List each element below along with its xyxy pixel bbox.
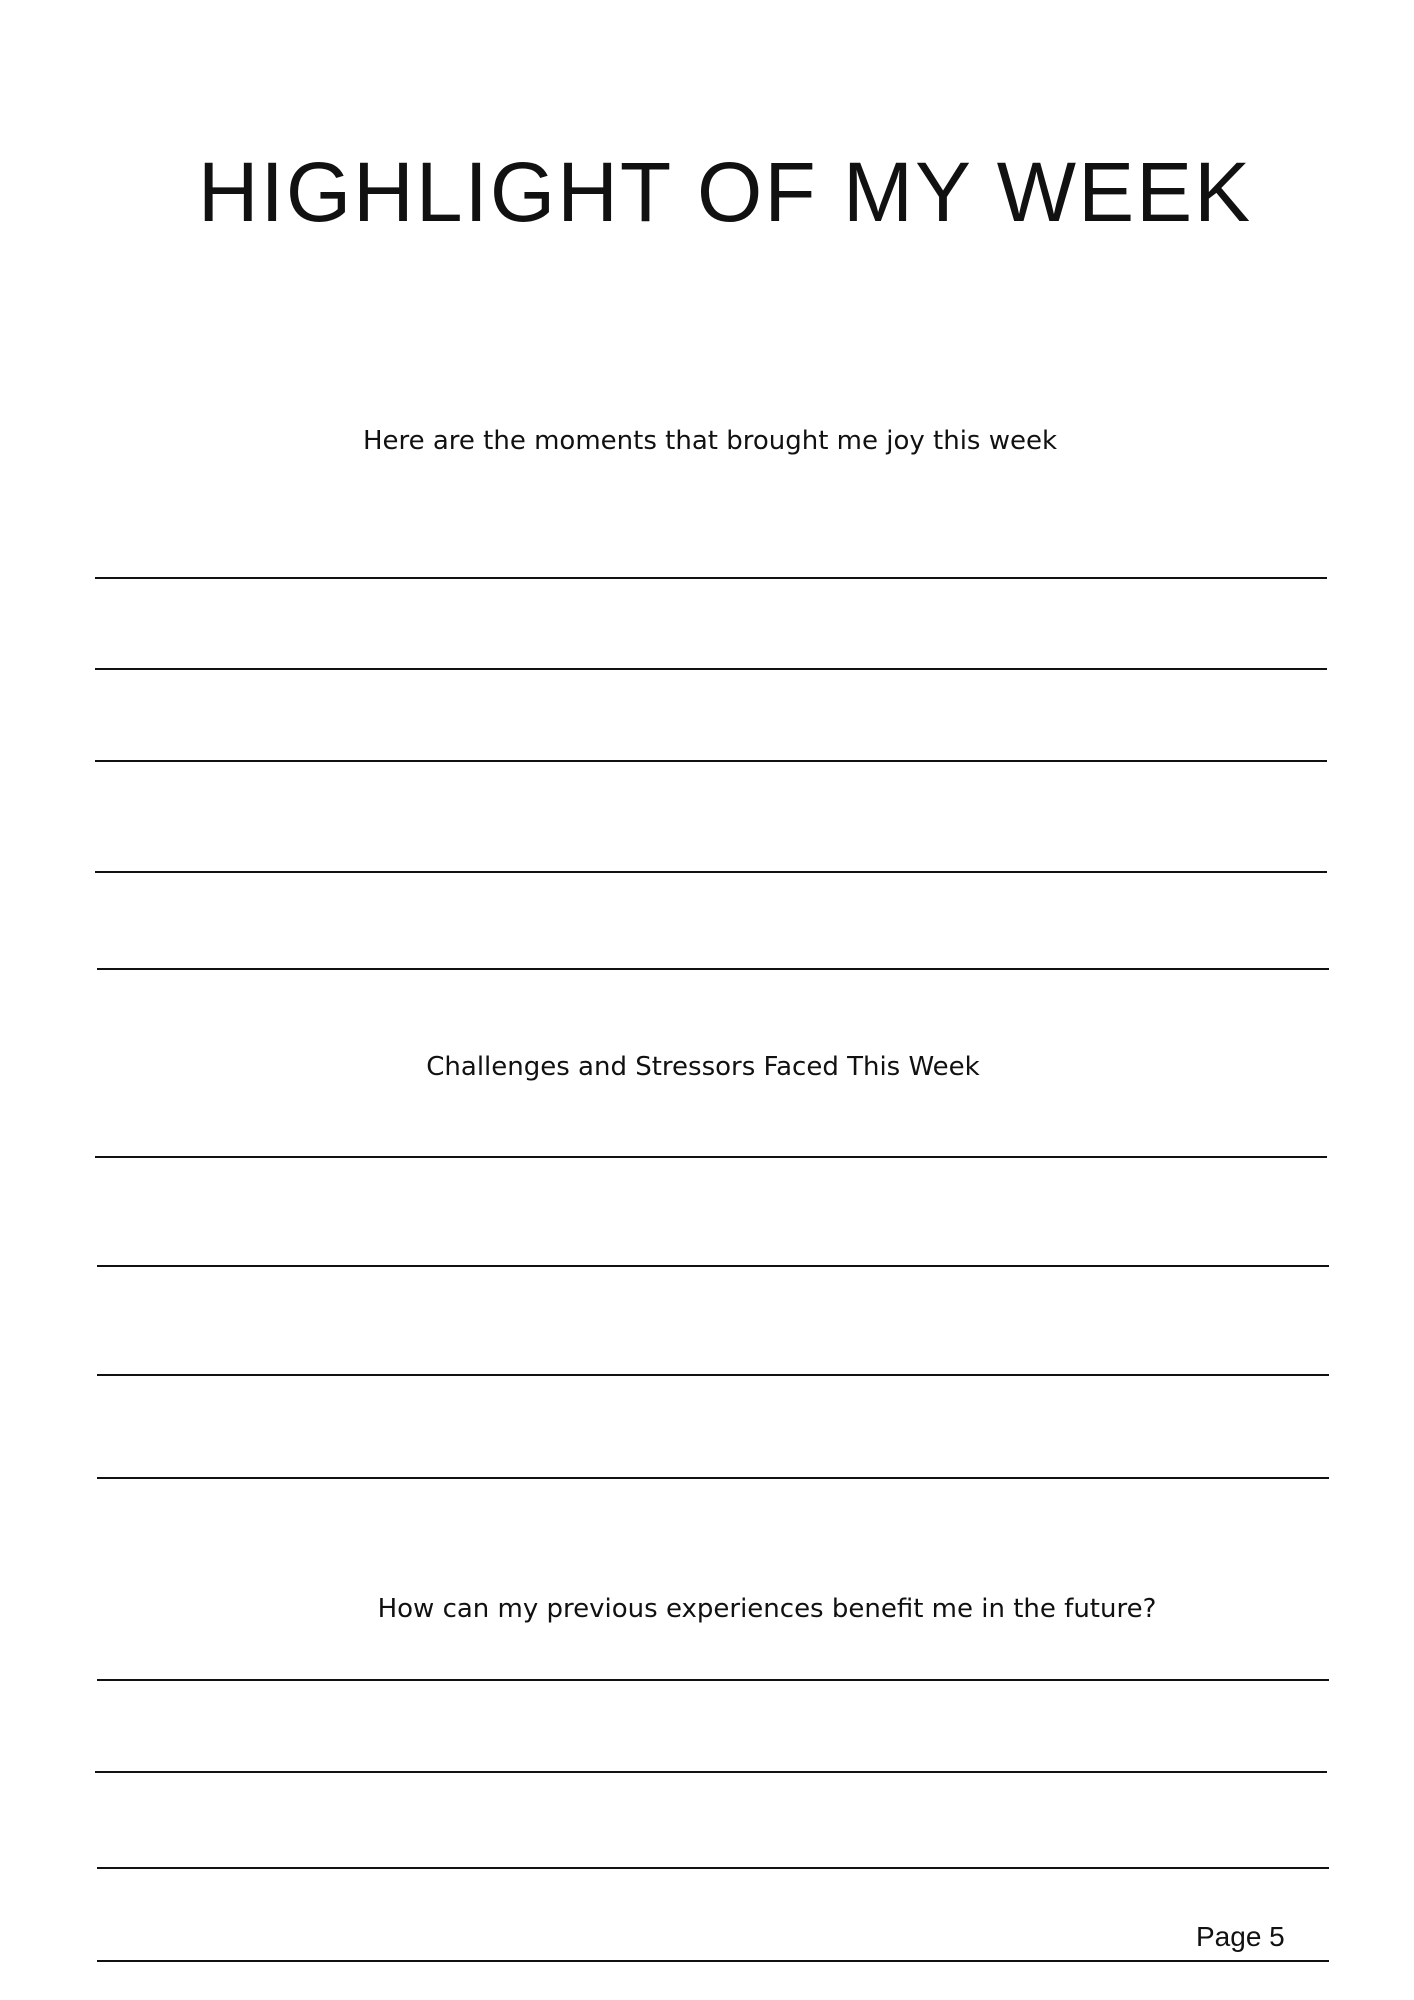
writing-line-future-2[interactable]: [95, 1771, 1327, 1773]
page-number: Page 5: [1196, 1921, 1285, 1952]
writing-line-joy-5[interactable]: [97, 968, 1329, 970]
writing-line-future-1[interactable]: [97, 1679, 1329, 1681]
writing-line-challenges-1[interactable]: [95, 1156, 1327, 1158]
writing-line-future-4[interactable]: [97, 1960, 1329, 1962]
writing-line-challenges-3[interactable]: [97, 1374, 1329, 1376]
page-title: HIGHLIGHT OF MY WEEK: [197, 145, 1253, 239]
section-prompt-challenges: Challenges and Stressors Faced This Week: [426, 1052, 980, 1082]
writing-line-joy-4[interactable]: [95, 871, 1327, 873]
writing-line-joy-3[interactable]: [95, 760, 1327, 762]
writing-line-future-3[interactable]: [97, 1867, 1329, 1869]
writing-line-joy-2[interactable]: [95, 668, 1327, 670]
section-prompt-future: How can my previous experiences benefit me in the future?: [377, 1594, 1157, 1624]
writing-line-challenges-4[interactable]: [97, 1477, 1329, 1479]
section-prompt-joy: Here are the moments that brought me joy this week: [362, 426, 1058, 456]
writing-line-joy-1[interactable]: [95, 577, 1327, 579]
writing-line-challenges-2[interactable]: [97, 1265, 1329, 1267]
